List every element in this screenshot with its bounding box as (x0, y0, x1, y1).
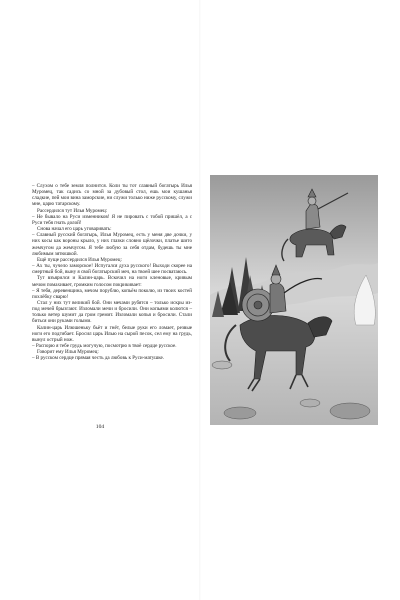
paragraph: – Славный русский богатырь, Илья Муромец, есть у меня две дочки, у них косы как вороны крыло, у них глазки словно щёлочки, платье шито жемчугом да жемчугом. Я тебе любую за себя отдам, будешь ты мне любимым зятюшкой. (32, 232, 192, 257)
paragraph: Тут взъярился и Калин-царь. Вскочил на ноги кленовые, кривым мечом помахивает, громким голосом покрикивает: (32, 275, 192, 288)
paragraph: – Не бывало на Руси изменников! Я не пировать с тобой пришёл, а с Руси тебя гнать долой! (32, 213, 192, 226)
paragraph: Калин-царь Илюшеньку бьёт и гнёт, белые руки его ломает, резвые ноги его подгибает. Бросил царь Илью на сырой песок, сел ему на грудь, вынул острый нож. (32, 324, 192, 343)
paragraph: – В русском сердце прямая честь да любовь к Руси-матушке. (32, 355, 165, 362)
paragraph: Говорит ему Илья Муромец: (37, 349, 99, 356)
paragraph: Стал у них тут великий бой. Они мечами рубятся – только искры из-под мечей брызгают. Изломали мечи и бросили. Они копьями колются – только ветер шумит да гром гремит. Изломали копья и бросили. Стали биться они руками голыми. (32, 299, 192, 325)
text-column (32, 183, 192, 362)
page-number: 104 (95, 424, 105, 430)
paragraph: – Ах ты, чучело заморское! Испугался духа русского! Выходи скорее на смертный бой, выну я свой богатырский меч, на твоей шее посватаюсь. (32, 263, 192, 276)
paragraph: Ещё пуще рассердился Илья Муромец: (37, 256, 122, 263)
paragraph: – Я тебя, деревенщина, мечом порублю, копьём поколю, из твоих костей похлёбку сварю! (32, 287, 192, 300)
paragraph: – Распорю я тебе грудь могучую, посмотрю в твоё сердце русское. (32, 343, 177, 350)
paragraph: – Слухом о тебе земля полнится. Коли ты тот славный богатырь Илья Муромец, так садись со мной за дубовый стол, ешь мои кушанья сладкие, пей мои вина заморские, ни служи только ниже русскому, служи мне, царю татарскому. (32, 183, 192, 208)
paragraph: Снова начал его царь уговаривать: (37, 226, 112, 233)
illustration (210, 175, 378, 425)
paragraph: Рассердился тут Илья Муромец: (37, 207, 108, 214)
